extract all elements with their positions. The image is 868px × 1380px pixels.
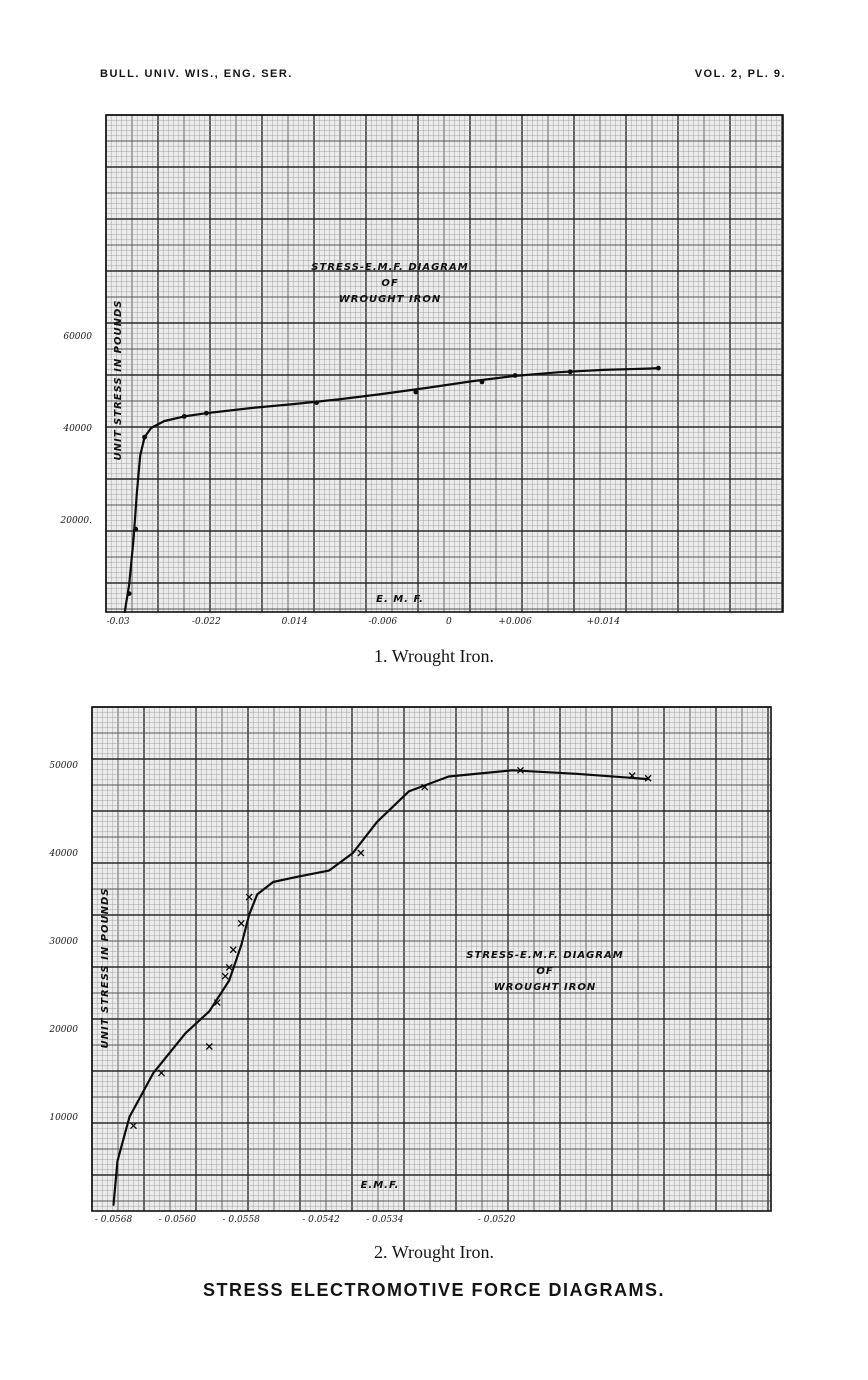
x-tick-label: +0.006 xyxy=(498,617,532,627)
x-axis-label: E.M.F. xyxy=(360,1180,400,1191)
data-point xyxy=(656,366,661,371)
plate-number: VOL. 2, PL. 9. xyxy=(694,68,786,80)
data-point xyxy=(568,369,573,374)
chart-title-line: WROUGHT IRON xyxy=(493,982,597,993)
figure-2-caption: 2. Wrought Iron. xyxy=(374,1242,494,1262)
x-tick-label: - 0.0534 xyxy=(366,1215,404,1225)
x-tick-label: +0.014 xyxy=(586,617,620,627)
data-point xyxy=(204,411,209,416)
chart-title-line: OF xyxy=(536,966,554,977)
y-tick-label: 10000 xyxy=(49,1112,78,1123)
x-tick-label: - 0.0542 xyxy=(302,1215,340,1225)
plot-area xyxy=(106,115,783,612)
x-tick-label: -0.006 xyxy=(368,617,398,627)
y-tick-label: 40000 xyxy=(49,849,78,860)
x-tick-label: -0.03 xyxy=(106,617,130,627)
chart-title-line: STRESS-E.M.F. DIAGRAM xyxy=(311,262,469,273)
x-tick-label: - 0.0558 xyxy=(222,1215,260,1225)
stress-emf-chart-2 xyxy=(0,695,868,1240)
data-point xyxy=(480,380,485,385)
x-tick-label: - 0.0560 xyxy=(158,1215,197,1225)
x-axis-label: E. M. F. xyxy=(376,594,424,605)
data-point xyxy=(133,527,138,532)
data-point xyxy=(127,591,132,596)
x-tick-label: -0.022 xyxy=(191,617,221,627)
journal-header: BULL. UNIV. WIS., ENG. SER. xyxy=(100,68,293,80)
chart-title-line: WROUGHT IRON xyxy=(338,294,442,305)
y-axis-label: UNIT STRESS IN POUNDS xyxy=(113,299,124,461)
y-tick-label: 40000 xyxy=(63,423,92,434)
y-axis-label: UNIT STRESS IN POUNDS xyxy=(100,887,111,1049)
data-point xyxy=(314,400,319,405)
x-tick-label: 0.014 xyxy=(281,617,308,627)
plate-title: STRESS ELECTROMOTIVE FORCE DIAGRAMS. xyxy=(202,1280,666,1300)
chart-title-line: OF xyxy=(381,278,399,289)
data-point xyxy=(513,373,518,378)
y-tick-label: 20000 xyxy=(49,1024,78,1035)
x-tick-label: - 0.0568 xyxy=(94,1215,133,1225)
y-tick-label: 30000 xyxy=(49,936,78,947)
data-point xyxy=(182,414,187,419)
figure-1-caption: 1. Wrought Iron. xyxy=(374,646,494,666)
stress-emf-chart-1 xyxy=(0,100,868,635)
data-point xyxy=(142,435,147,440)
y-tick-label: 20000. xyxy=(60,515,92,526)
y-tick-label: 50000 xyxy=(49,761,78,772)
chart-title-line: STRESS-E.M.F. DIAGRAM xyxy=(466,950,624,961)
x-tick-label: 0 xyxy=(446,617,452,627)
data-point xyxy=(413,390,418,395)
y-tick-label: 60000 xyxy=(63,331,92,342)
x-tick-label: - 0.0520 xyxy=(477,1215,516,1225)
